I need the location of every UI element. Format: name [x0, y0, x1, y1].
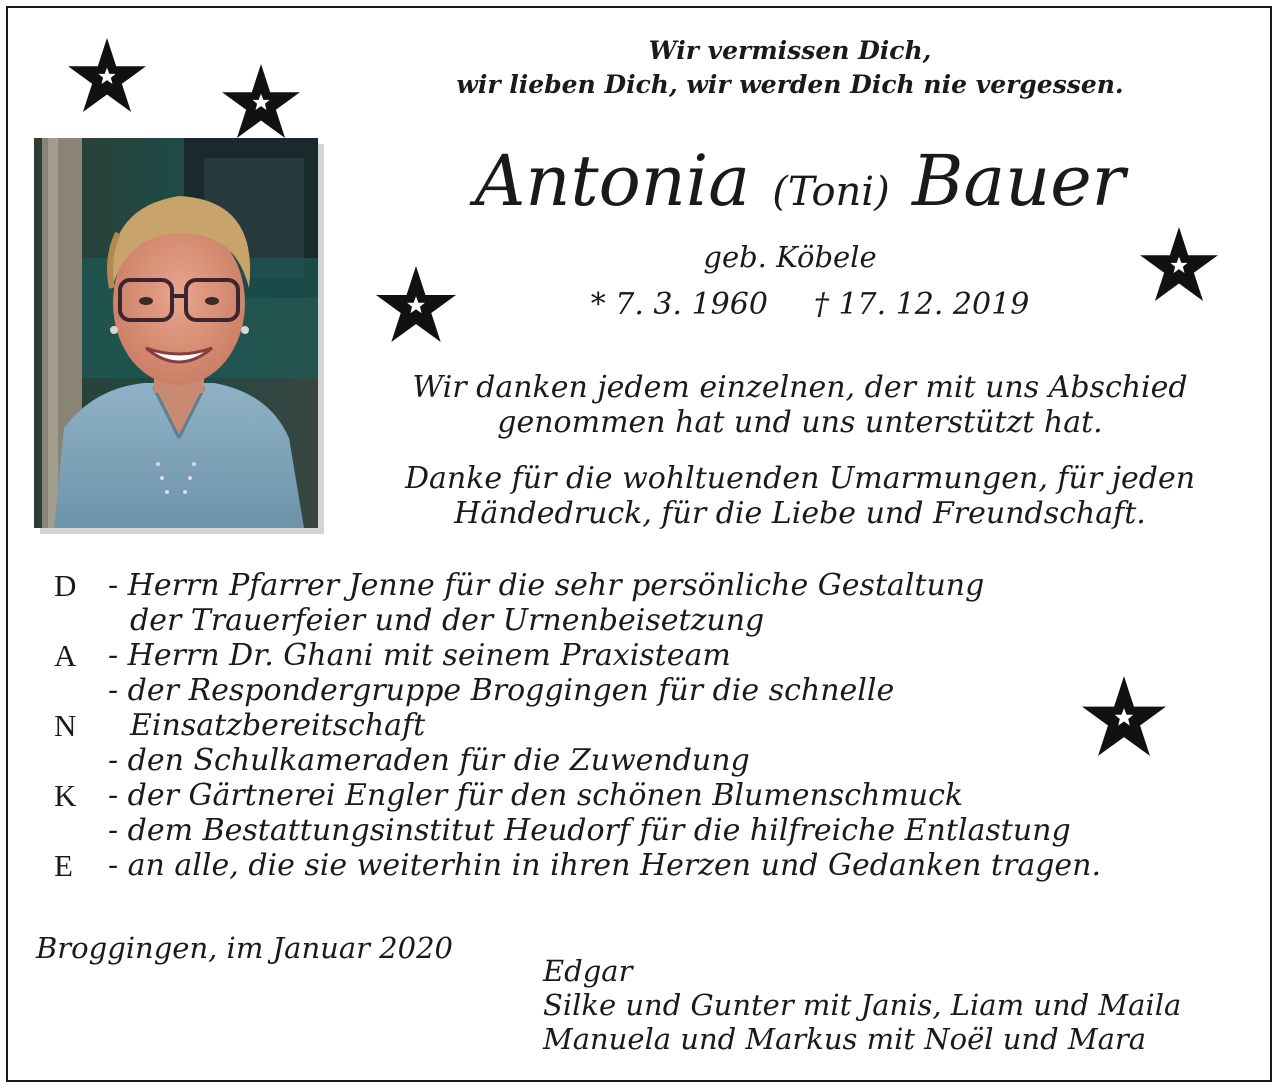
- acrostic-letter: K: [54, 778, 77, 813]
- thanks-line: Händedruck, für die Liebe und Freundschaft.: [454, 496, 1146, 531]
- acrostic-letter: D: [54, 568, 77, 603]
- family-signature: [543, 954, 1181, 1056]
- family-line: Edgar: [543, 954, 633, 988]
- acrostic-letter: N: [54, 708, 77, 743]
- last-name: Bauer: [911, 140, 1126, 222]
- list-item-text: - den Schulkameraden für die Zuwendung: [108, 743, 750, 778]
- list-item: [48, 708, 1248, 743]
- list-item-text: - der Respondergruppe Broggingen für die schnelle: [108, 673, 895, 708]
- list-item-text: der Trauerfeier und der Urnenbeisetzung: [130, 603, 765, 638]
- motto-line: Wir vermissen Dich,: [648, 36, 932, 65]
- list-item-text: - dem Bestattungsinstitut Heudorf für die hilfreiche Entlastung: [108, 813, 1071, 848]
- list-item-text: - Herrn Pfarrer Jenne für die sehr persönliche Gestaltung: [108, 568, 985, 603]
- list-item-text: - der Gärtnerei Engler für den schönen Blumenschmuck: [108, 778, 964, 813]
- deceased-name: [360, 136, 1240, 237]
- thanks-line: Danke für die wohltuenden Umarmungen, für jeden: [404, 461, 1196, 496]
- star-icon: [376, 266, 456, 342]
- thanks-line: genommen hat und uns unterstützt hat.: [497, 405, 1103, 440]
- list-item: [48, 848, 1248, 883]
- death-date: † 17. 12. 2019: [813, 287, 1030, 322]
- danke-list: [48, 568, 1248, 883]
- list-item-text: Einsatzbereitschaft: [130, 708, 426, 743]
- nickname: (Toni): [772, 169, 890, 215]
- birth-date: * 7. 3. 1960: [590, 287, 768, 322]
- star-icon: [1140, 227, 1218, 301]
- place-and-date: Broggingen, im Januar 2020: [36, 931, 453, 965]
- list-item-text: - Herrn Dr. Ghani mit seinem Praxisteam: [108, 638, 731, 673]
- list-item: [48, 778, 1248, 813]
- thanks-paragraph: [350, 370, 1250, 440]
- list-item-text: - an alle, die sie weiterhin in ihren Herzen und Gedanken tragen.: [108, 848, 1102, 883]
- life-dates: [540, 285, 1080, 325]
- acrostic-letter: E: [54, 848, 73, 883]
- list-item: [48, 603, 1248, 638]
- motto: [380, 34, 1200, 102]
- list-item: [48, 638, 1248, 673]
- first-name: Antonia: [474, 140, 750, 222]
- star-icon: [68, 38, 146, 112]
- thanks-line: Wir danken jedem einzelnen, der mit uns Abschied: [412, 370, 1188, 405]
- thanks-paragraph: [350, 461, 1250, 531]
- family-line: Silke und Gunter mit Janis, Liam und Maila: [543, 988, 1182, 1022]
- list-item: [48, 743, 1248, 778]
- list-item: [48, 813, 1248, 848]
- list-item: [48, 673, 1248, 708]
- portrait-illustration: [34, 138, 318, 528]
- acrostic-letter: A: [54, 638, 77, 673]
- motto-line: wir lieben Dich, wir werden Dich nie vergessen.: [456, 70, 1124, 99]
- list-item: [48, 568, 1248, 603]
- family-line: Manuela und Markus mit Noël und Mara: [543, 1022, 1147, 1056]
- portrait-photo: [34, 138, 318, 528]
- maiden-name: geb. Köbele: [703, 240, 877, 274]
- star-icon: [222, 64, 300, 138]
